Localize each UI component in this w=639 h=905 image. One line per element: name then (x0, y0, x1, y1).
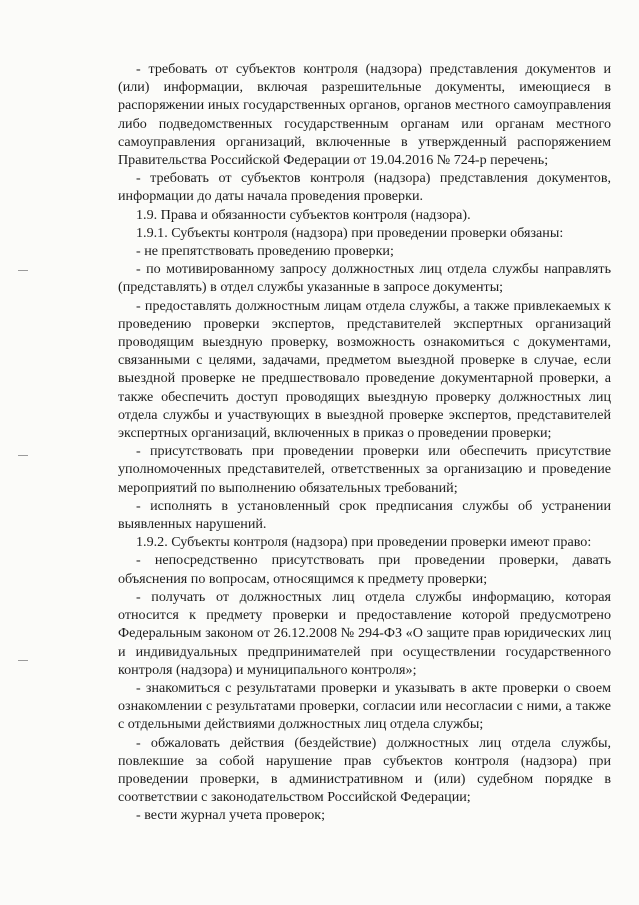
paragraph: - обжаловать действия (бездействие) должностных лиц отдела службы, повлекшие за собой нарушение прав субъектов контроля (надзора) при проведении проверки, в административном и (или) судебном порядке в соответствии с законодательством Российской Федерации; (118, 734, 611, 806)
section-heading: 1.9. Права и обязанности субъектов контроля (надзора). (136, 206, 471, 223)
paragraph: - непосредственно присутствовать при проведении проверки, давать объяснения по вопросам, относящимся к предмету проверки; (118, 552, 611, 587)
paragraph: - требовать от субъектов контроля (надзора) представления документов и (или) информации, включая разрешительные документы, имеющиеся в распоряжении иных государственных органов, органов местного самоуправления либо подведомственных государственным органам или органам местного самоуправления организаций, включенные в утвержденный распоряжением Правительства Российской Федерации от 19.04.2016 № 724-р перечень; (118, 61, 611, 169)
paragraph: - получать от должностных лиц отдела службы информацию, которая относится к предмету проверки и предоставление которой предусмотрено Федеральным законом от 26.12.2008 № 294-ФЗ «О защите прав юридических лиц и индивидуальных предпринимателей при осуществлении государственного контроля (надзора) и муниципального контроля»; (118, 588, 611, 678)
paragraph: - исполнять в установленный срок предписания службы об устранении выявленных нарушений. (118, 497, 611, 533)
scan-mark (18, 455, 28, 456)
paragraph: - знакомиться с результатами проверки и указывать в акте проверки о своем ознакомлении с результатами проверки, согласии или несогласии с ними, а также с отдельными действиями должностных лиц отдела службы; (118, 679, 611, 733)
paragraph: - требовать от субъектов контроля (надзора) представления документов, информации до даты начала проведения проверки. (118, 170, 611, 205)
paragraph: - присутствовать при проведении проверки или обеспечить присутствие уполномоченных представителей, ответственных за организацию и проведение мероприятий по выполнению обязательных требований; (118, 443, 611, 496)
scan-mark (18, 660, 28, 661)
subsection-heading: 1.9.2. Субъекты контроля (надзора) при проведении проверки имеют право: (136, 534, 592, 551)
subsection-heading: 1.9.1. Субъекты контроля (надзора) при проведении проверки обязаны: (136, 224, 564, 241)
paragraph: - не препятствовать проведению проверки; (136, 243, 394, 260)
scan-mark (18, 270, 28, 271)
paragraph: - предоставлять должностным лицам отдела службы, а также привлекаемых к проведению проверки экспертов, представителей экспертных организаций проводящим выездную проверку, возможность ознакомиться с документами, связанными с целями, задачами, предметом выездной проверке в случае, если выездной проверке не предшествовало проведение документарной проверки, а также обеспечить доступ проводящих выездную проверку должностных лиц отдела службы и участвующих в выездной проверке экспертов, представителей экспертных организаций, включенных в приказ о проведении проверки; (118, 297, 611, 442)
paragraph: - вести журнал учета проверок; (136, 807, 326, 824)
paragraph: - по мотивированному запросу должностных лиц отдела службы направлять (представлять) в отдел службы указанные в запросе документы; (118, 261, 611, 296)
document-page (118, 60, 611, 825)
